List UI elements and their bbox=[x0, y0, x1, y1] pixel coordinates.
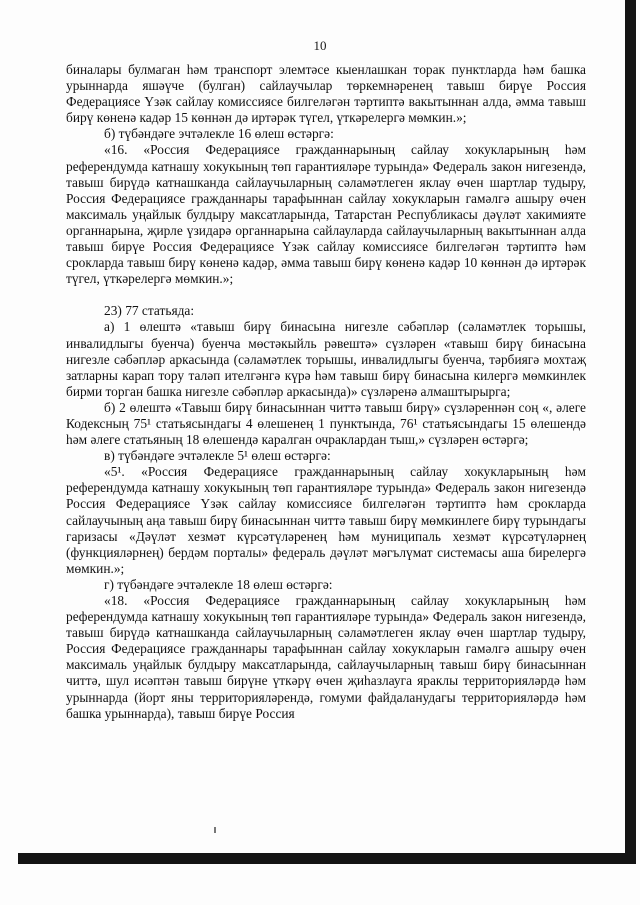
paragraph: 23) 77 статьяда: bbox=[104, 303, 195, 319]
paragraph: б) 2 өлештә «Тавыш бирү бинасыннан читтә тавыш бирү» сүзләреннән соң «, әлеге Кодексның 75¹ статьясындагы 4 өлешенең 1 пунктында, 76¹ статьясындагы 15 өлешендә һәм әлеге статьяның 18 өлешендә каралган очраклардан тыш,» сүзләрен өстәргә; bbox=[66, 399, 586, 448]
scan-border-bottom bbox=[18, 853, 636, 864]
paragraph: биналары булмаган һәм транспорт элемтәсе кыенлашкан торак пунктларда һәм башка урыннарда яшәүче (булган) сайлаучылар төркемнәренең тавыш бирүе Россия Федерациясе Үзәк сайлау комиссиясе билгеләгән тәртиптә вакытыннан алда, әмма тавыш бирү көненә кадәр 15 көннән дә иртәрәк түгел, үткәрелергә мөмкин.»; bbox=[66, 62, 586, 126]
paragraph: «18. «Россия Федерациясе гражданнарының сайлау хокукларының һәм референдумда катнашу хокукының төп гарантияләре турында» Федераль закон нигезендә, тавыш бирүдә катнашканда сайлаучыларның сәламәтлеген яклау өчен шартлар тудыру, Россия Федерациясе гражданнары тарафыннан сайлау хокукларын гамәлгә ашыру өчен максималь уңайлык булдыру максатларында, сайлаучыларның тавыш бирү бинасыннан читтә, шул исәптән тавыш бирүне үткәрү өчен җиһазлаугa яраклы территорияләрдә һәм урыннарда (йорт яны территорияләрендә, гомуми файдаланудагы территорияләрдә һәм башка урыннарда), тавыш бирүе Россия bbox=[66, 593, 586, 721]
scan-artifact bbox=[214, 827, 216, 833]
page-number: 10 bbox=[313, 38, 327, 53]
scan-border-right bbox=[625, 0, 636, 862]
paragraph: «5¹. «Россия Федерациясе гражданнарының сайлау хокукларының һәм референдумда катнашу хокукының төп гарантияләре турында» Федераль закон нигезендә Россия Федерациясе Үзәк сайлау комиссиясе билгеләгән тәртиптә һәм срокларда сайлаучының аңа тавыш бирү бинасыннан читтә тавыш бирү мөмкинлеге бирү турындагы гаризасы «Дәүләт хезмәт күрсәтүләренең һәм муниципаль хезмәт күрсәтүләрнең (функцияләрнең) бердәм порталы» федераль дәүләт мәгълүмат системасы аша бирелергә мөмкин.»; bbox=[66, 464, 586, 576]
paragraph-gap bbox=[66, 287, 586, 303]
paragraph: г) түбәндәге эчтәлекле 18 өлеш өстәргә: bbox=[104, 576, 333, 592]
document-body bbox=[66, 62, 586, 722]
paragraph: в) түбәндәге эчтәлекле 5¹ өлеш өстәргә: bbox=[104, 448, 331, 464]
paragraph: а) 1 өлештә «тавыш бирү бинасына нигезле сәбәпләр (сәламәтлек торышы, инвалидлыгы буенча) буенча мөстәкыйль рәвештә» сүзләрен «тавыш бирү бинасына нигезле сәбәпләр аркасында (сәламәтлек торышы, инвалидлыгы буенча, тәрбиягә мохтаҗ затларны карап тору таләп ителгәнгә күрә һәм тавыш бирү бинасына килергә мөмкинлек бирми торган башка нигезле сәбәпләр аркасында)» сүзләренә алмаштырырга; bbox=[66, 319, 586, 399]
paragraph: б) түбәндәге эчтәлекле 16 өлеш өстәргә: bbox=[104, 126, 334, 142]
paragraph: «16. «Россия Федерациясе гражданнарының сайлау хокукларының һәм референдумда катнашу хокукының төп гарантияләре турында» Федераль закон нигезендә, тавыш бирүдә катнашканда сайлаучыларның сәламәтлеген яклау өчен шартлар тудыру, Россия Федерациясе гражданнары тарафыннан сайлау хокукларын гамәлгә ашыру өчен максималь уңайлык булдыру максатларында, Татарстан Республикасы дәүләт хакимияте органнарына, җирле үзидарә органнарына сайлауларда сайлаучыларның вакытыннан алда тавыш бирүе Россия Федерациясе Үзәк сайлау комиссиясе билгеләгән тәртиптә һәм срокларда тавыш бирү көненә кадәр, әмма тавыш бирү көненә кадәр 10 көннән дә иртәрәк түгел, үткәрелергә мөмкин.»; bbox=[66, 142, 586, 287]
